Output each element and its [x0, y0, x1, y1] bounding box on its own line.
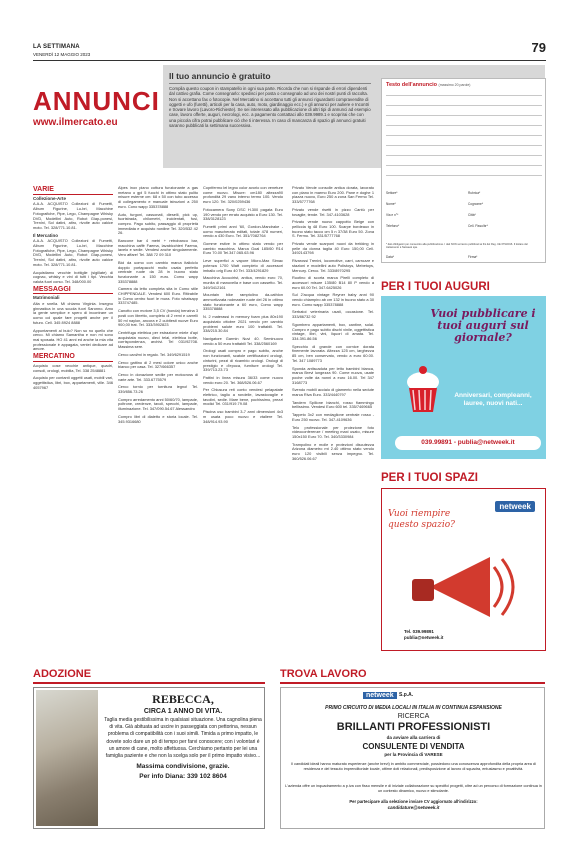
text-line[interactable] [386, 135, 542, 136]
classified-ad: Leve superfici a vapore Micro-Max Simac potenza 1700 Watt completo di accessori imballo orig Euro 40 Tel. 333/4291829 [203, 258, 283, 273]
cognome-label: Cognome* [468, 202, 484, 206]
classified-ad: Cerco cani/mi in regalo. Tel. 349/6291519 [118, 351, 190, 357]
classified-ad: Compro arredamento anni 50/60/70, lampade, poltrone, credenze, tavoli, specchi, lampade, illuminazione. Tel. 347/090.54.67 Alessandro [118, 396, 198, 412]
brand-url[interactable]: www.ilmercato.eu [33, 117, 118, 128]
spazi-tel[interactable]: Tel. 039.99891 [404, 629, 434, 634]
classified-ad: N. 2 materassi in memory foam plus 80x190 acquistato ottobre 2021 vendo per cambio problemi salute euro 100 trattabili. Tel. 338/215.30.84 [203, 314, 283, 334]
ad-coupon-form [381, 78, 546, 263]
brand-block [33, 88, 163, 128]
text-line[interactable] [386, 175, 542, 176]
classified-ad: Trampolino e molle e protezioni discutezza Arizona diametro mt 2.40 ottimo stato vendo euro 120 visibili senza impegno. Tel. 360/526.06.67 [292, 441, 374, 461]
nome-label: Nome* [386, 202, 396, 206]
data-label: Data* [386, 255, 394, 259]
auguri-slogan: Vuoi pubblicare i tuoi auguri sul giornale? [430, 307, 536, 344]
job-requirements: Il candidati ideali hanno maturato esperienze (anche brevi) in ambito commerciale, possiedono una conoscenza approfondita della propria area di residenza e del tessuto imprenditoriale locale, ottime doti relazionali, predisposizione al lavoro di squadra, entusiasmo e proattività. [291, 762, 536, 771]
via-label: Via e n°* [386, 213, 399, 217]
netweek-logo: netweek [363, 692, 397, 699]
publication-name: LA SETTIMANA [33, 44, 80, 50]
auguri-heading: PER I TUOI AUGURI [381, 281, 490, 293]
auguri-occasions: Anniversari, compleanni, lauree, nuovi nati... [454, 392, 532, 407]
form-title [386, 82, 470, 88]
text-line[interactable] [386, 165, 542, 166]
job-email[interactable]: candidature@netweek.it [387, 805, 440, 810]
adozione-cta: Massima condivisione, grazie. [136, 763, 230, 771]
classified-ad: Sgombero appartamenti, box, cantine, solai. Compro e pago subito dischi vinile, oggettistica vintage, libri, vini, liquori di amata. Tel. 334.391.86.56 [292, 321, 374, 341]
classified-ad: Piscina uso bambini 3-7 anni dimensioni 4x3 m usata poco nuovo e vtaliere Tel. 348/914.93.90 [203, 409, 283, 424]
classified-ad: Auto, furgoni, cassonati, dieselli, pick up, fuoristrada, chilometri, incidentati, fusi, compro. Pago subito, passaggio di proprietà immediata e acquisto nordine Tel. 320/532 42 26. [118, 211, 198, 236]
page-number: 79 [531, 40, 546, 55]
cupcake-icon [403, 356, 443, 416]
column-varie [33, 186, 113, 393]
text-line[interactable] [386, 145, 542, 146]
info-title: Il tuo annuncio è gratuito [169, 71, 271, 81]
lavoro-heading: TROVA LAVORO [280, 668, 367, 680]
adozione-rule [33, 682, 265, 684]
info-divider [169, 83, 371, 84]
dog-age: CIRCA 1 ANNO DI VITA. [143, 708, 223, 715]
spazi-heading: PER I TUOI SPAZI [381, 472, 478, 484]
dog-photo [36, 690, 98, 826]
classified-ad: Fumetti primi anni '60, Gordon-Mandrake - uomo mascherato editati, totale 478 numeri, vendo a 430 Euro. Tel. 351/7082764 [203, 223, 283, 239]
classified-ad: Appuntamenti al buio? Non so no quello che cerco. Mi chiamo Samantha e non mi sono mai sposata. HO 41 anni ed anche la mia vita professionale è appagata, ventei dedicare ad amore. [33, 327, 113, 352]
spazi-ad[interactable] [381, 488, 546, 651]
classified-ad: Compro libri di dialetto e storia locale. Tel. 345.9316680 [118, 413, 198, 424]
classified-ad: Specchio di grande con cornice dorata finemente lavorata. Altezza 125 cm, larghezza 85 cm, ben conservato, vendo a euro 60.00. Tel. 347 1089773 [292, 343, 374, 363]
classified-ad: Alta e snella. Mi chiamo Virginia. Insegno ginnastica in una scuola fuori Saronno. Amo la gente semplice e spero di incontrare un uomo col quale fare progetti anche per il futuro. Cell. 345 8924 8888 [33, 301, 113, 325]
job-apply: Per partecipare alla selezione inviare CV aggiornato all'indirizzo: [349, 799, 478, 804]
classified-ad: A.A.A. ACQUISTO Collezioni di Fumetti, Album Figurine, Lu-bri, Macchine Fotografiche, Pipe, Lego, Champagne Whisky DVD, Modellini Auto, Robot Giap-ponesi, Trenini, Sol datini, altro, rivolte auto cakice moto. Tel. 328/771.10.81. [33, 238, 113, 267]
classified-ad: Serbatoi veterinaria usati, occasione. Tel. 333/86732 92 [292, 309, 374, 320]
text-line[interactable] [386, 155, 542, 156]
classified-ad: Per Chiusura reti conto vendesi pelapatate elettrico, taglio a rondelle, lavastovaglie e tavolini, sedie. Mare bene, pochissimo, prezzi modici Tel. 031/919.79.08 [203, 387, 283, 407]
cell-label: Cell. Fisso/br* [468, 224, 488, 228]
firma-label: Firma* [468, 255, 478, 259]
classified-ad: Sul 2'acqua vintage Reyner baby anni 90 vendo chiampiro ab cm 132 in buono stato a 30 euro. Como wapp 335378888 [292, 292, 374, 307]
classified-ad: Sponda antiscaduta per letto bambini bianca, marca Brevi lungezza 90. Come nuova, usate poche volte da nonni a euro 16.00. Tel 347 3168773 [292, 365, 374, 385]
text-line[interactable] [386, 105, 542, 106]
classified-ad: Fotocamera Sony DSC H.300 pagata Euro 190 vendo per errato acquisto a Euro 130. Tel. 338/3128123 [203, 206, 283, 222]
classified-ad: Coprifermo lei legno color avorio con veneture come nuovo. Misure: cm180 altezza90 profondità 29 vano interno termo 100. Vendo euro 120. Tel. 320/0259436 [203, 185, 283, 205]
classified-ad: Pattini in linea misura 36/33 come nuovo vendo euro 20. Tel. 368/526.06.67 [203, 374, 283, 385]
column-4 [292, 186, 374, 464]
classified-ad: Cerco in donazione sedile per motocross di varie arte. Tel. 333.6775579 [118, 371, 198, 382]
megaphone-icon [390, 537, 538, 625]
classified-ad: Acquisto cose vecchie antique, quadri, consoli, orologi, mobilia, Tel. 338 2548881 [33, 362, 113, 373]
brand-title: ANNUNCI [33, 86, 160, 116]
text-line[interactable] [386, 115, 542, 116]
issue-date: VENERDÌ 12 MAGGIO 2023 [33, 52, 91, 57]
section-varie: VARIE [33, 188, 113, 195]
spazi-slogan: Vuoi riempire questo spazio? [388, 509, 456, 530]
column-3 [203, 186, 283, 427]
text-line[interactable] [386, 95, 542, 96]
classified-ad: Mountain bike ramptolino da-cathlon ammortizzata rodmaster ruote del 26 in ottimo stato funzionante a 60 euro, Como wapp 335378888 [203, 292, 283, 312]
column-2 [118, 186, 198, 427]
job-area: per la Provincia di VARESE [384, 752, 443, 757]
lavoro-ad [280, 687, 545, 829]
job-title: BRILLANTI PROFESSIONISTI [336, 721, 491, 733]
classified-ad: Canotto con motore 3,5 CV (honda) benzina 3 posti con libretto, completo di 2 remi e carrelli 50 ml naylon, ancora e 2 cubitesti nuove Euro 900,00 trat. Tel. 333/3902823 [118, 308, 198, 328]
classified-ad: Tappeto 3x2 con medaglione centrale rosso - Euro 250 nuovo. Tel. 347-4109636 [292, 412, 374, 422]
dog-description: Taglia media gestibilissima in qualsiasi situazione. Una cagnolina piena di vita. Già abituata ad uscire in passeggiata con pettorina, nessun problema di compatibilità con i suoi simili. Timida a primo impatto, le dovete solo dare un pò di tempo per farvi conoscere; con i volontari é un amore di cane, molto affettuosa. Cerchiamo pertanto per lei una famiglia paziente e che non la scelga solo per il primo impatto visivo... [104, 717, 262, 760]
company-suffix: S.p.A. [399, 692, 414, 698]
privacy-note: * dati obbligatori per consentire alla pubblicazione. I dati NON verranno pubblicati ai fini del Reg. UE 679/2016. Il titolare del trattamento è Netweek spa. [386, 243, 528, 250]
settore-label: Settore* [386, 191, 398, 195]
classified-ad: Bici da uomo con cambio marca italiciclo doppio portapacchi molto usata perfetto centrale ruote da 28 in buono stato funzionante a 150 euro. Como wapp 335378888 [118, 259, 198, 284]
rubrica-label: Rubrica* [468, 191, 481, 195]
spazi-email[interactable]: publia@netweek.it [404, 635, 444, 640]
lavoro-rule [280, 682, 545, 684]
section-mercatino: MERCATINO [33, 355, 113, 362]
classified-ad: Acquistiamo vecchie bottiglie (sigillate) di cognac, whisky e vini di tutti i tipi. Vecchia valuta fuori corso. Tel. 348/000.00 [33, 269, 113, 284]
classified-ad: Camera da letto completa sita in Como stile CHIPPENDALE. Vendesi 600 Euro. Ritirabile in Como centro fuori le mura. Foto whatsapp 333747485. [118, 286, 198, 306]
adozione-heading: ADOZIONE [33, 668, 92, 680]
subsection-collezione: Collezione-Arte [33, 195, 67, 201]
classified-ad: Cerco gattino di 2 mesi colore unico anche bianco per casa. Tel. 327/666357 [118, 359, 198, 370]
adozione-contact[interactable]: Per info Diana: 339 102 8604 [139, 773, 227, 781]
auguri-contact[interactable]: 039.99891 - publia@netweek.it [395, 436, 541, 450]
classified-ad: Centrifuga elettrica per estrazione miele d'api acquistata nuovo, dieci telai, elettrica botte, corrispondenza, archivi. Tel 031/92708. Massima sere. [118, 329, 198, 350]
adozione-text [104, 692, 262, 780]
form-subtitle: (massimo 20 parole) [438, 83, 471, 87]
info-text: Compila questo coupon in stampatello in ogni sua parte. Ricorda che non si rispande di errori dipendenti dal cattivo grafia. Come consegnarlo: spedisci per posta o consegnalo ad uno dei nostri punti di raccolta. Non si accettano fax o fotocopie. Nel Mercatino si accettano tutti gli annunci riguardanti compravendite di oggetti e ufo (furetti), articoli per la casa, auto, moto, giardinaggio ecc.) e gli annunci per auliere e Incontri e trovare lavoro (Lavoro-Richieste). Se sei interessato alla pubblicazione di altri tipi di annunci ad esempio case, lavoro offerte, auguri, necrologi, ecc. a pagamento contattaci allo 039.9989.1 e scoprirai che con una piccola cifra potrai pubblicare ciò che ti interessa. In caso di mancanza di spazio gli annunci gratuiti saranno pubblicati la settimana successiva. [169, 86, 371, 129]
classified-ad: A.A.A. ACQUISTO Collezioni di Fumetti, Album Figurine, Lu-bri, Macchine Fotografiche, Pipe, Lego, Champagne Whisky DVD, Modellini Auto, Robot Giap-ponesi, Trenini, Sol datini, altro, rivolte auto cakice moto. Tel. 328/771.10.81. [33, 201, 113, 230]
classified-ad: Svendo mobili acciaio di giamento nella sedute marca Riva Euro. 333/4440797 [292, 387, 374, 398]
subsection-matrimoniali: Matrimoniali [33, 295, 60, 301]
classified-ad: Telo professionale per proiezione foto videoconferenze / meeting maxi usato, misure 150x150 Euro 70. Tel. 340/3330984 [292, 424, 374, 439]
dog-name: REBECCA, [152, 692, 214, 706]
job-offer: L'azienda offre un inquadramento a p.iva con fisso mensile e di iniziale collaborazione su specifici progetti, oltre ad un percorso di formazione continua in un contesto dinamico, nuovo e stimolante. [285, 784, 542, 793]
classified-ad: Alpes inox piano cottura funzionante a gas metano o gpl 5 fuochi in ottimo stato pulito misure esterne cm: 68 x 50 con tubo accesso di collegamento e manuale istruzioni a 250 euro. Cono wapp 335378888 [118, 185, 198, 209]
classified-ad: Ruotino di scorta marca Pirelli completo di accessori misure 135/80 B14 80 P vendo a euro 60.00 Tel. 347.6425026 [292, 275, 374, 290]
text-line[interactable] [386, 125, 542, 126]
classified-ad: Cerco tornio per tornitura legno! Tel. 339/856.73.26 [118, 384, 198, 395]
adozione-ad [33, 687, 265, 829]
form-title-text: Testo dell'annuncio [386, 82, 438, 88]
page-header [33, 40, 546, 61]
subsection-mercatino: Il Mercatino [33, 232, 59, 238]
classified-ad: Privato vende scarponi nuovi da trekking in pelle da donna taglia 40 Euro 150,00 Cell. 3492143798 [292, 241, 374, 256]
classified-ad: Orologi usati compro e pago subito, anche non funzionanti, scatole certificazioni orologi, cinturini, pezzi di ricambio orologi. Orologi di prestigio e d'epoca, furniture orologi Tel. 339/713.23.73 [203, 348, 283, 373]
classified-ad: Rivarossi Trenini, locomotive, carri, carrozze e stazioni e modellini auto Polistoys, Mebetoys, Mercury. Cerco. Tel. 333/8970295 [292, 258, 374, 273]
classified-ad: Macchina Accucirist, antica, vendo euro 70, munita di manovella e base con cassetto. Tel. 349/3412161 [203, 275, 283, 290]
spazi-contact [404, 629, 443, 641]
classified-ad: Acquisto per contanti oggetti usati, mobili vari, oggettistica, libri, box, appartamenti, ville. 346 4057967 [33, 375, 113, 390]
job-ricerca: RICERCA [397, 713, 430, 720]
classified-ad: Privato vende nuovo cappotto Beige con pelliccia tg 48 Euro 100. Scarpe bordeaux in buono stato tacco cm 5 n 37/38 Euro 50. Zona S. Fermo. Tel. 331/5777768 [292, 219, 374, 239]
citta-label: Città* [468, 213, 476, 217]
classified-ad: Gomme estive in ottimo stato vendo per cambio macchina. Marca Goal 185/60 R14 Euro 70.00 Tel.347.065.63.96 [203, 241, 283, 256]
job-tagline: PRIMO CIRCUITO DI MEDIA LOCALI IN ITALIA IN CONTINUA ESPANSIONE [325, 705, 502, 711]
classified-ad: Navigatore Garmin Nuvi 40. Seminuovo vendo a 50 euro trattabili Tel. 338/2560169 [203, 335, 283, 346]
section-messaggi: MESSAGGI [33, 288, 113, 295]
auguri-ad[interactable] [381, 296, 546, 459]
classified-ad: Privato vende risetti in pizzo Cantù per tovaglie, tende. Tel. 347-4103628 [292, 206, 374, 217]
telefono-label: Telefono* [386, 224, 400, 228]
classified-ad: Bancone bar 4 metri + retrobanco bar, macchina caffè Faema, lavabicchieri Faema, lavelo e sedie. Vendesi anche singolarmente. Vero affare! Tel. 388 72 09 310 [118, 238, 198, 258]
job-role: CONSULENTE DI VENDITA [362, 742, 465, 751]
job-subtitle: da avviare alla carriera di [386, 735, 441, 740]
netweek-logo: netweek [495, 501, 535, 512]
classified-ad: Privato Vende consolle antica dorata, lavorato con piano in marmo Euro 200. Pane e doghe 1 piazza nuovo, Euro 250 a zona San Fermo Tel. 333/5777768 [292, 185, 374, 205]
classified-ad: Tandem Spillone bianchi, rosso fiammingo bellissimo. Vendesi Euro 600 tel. 335/7469665 [292, 399, 374, 410]
